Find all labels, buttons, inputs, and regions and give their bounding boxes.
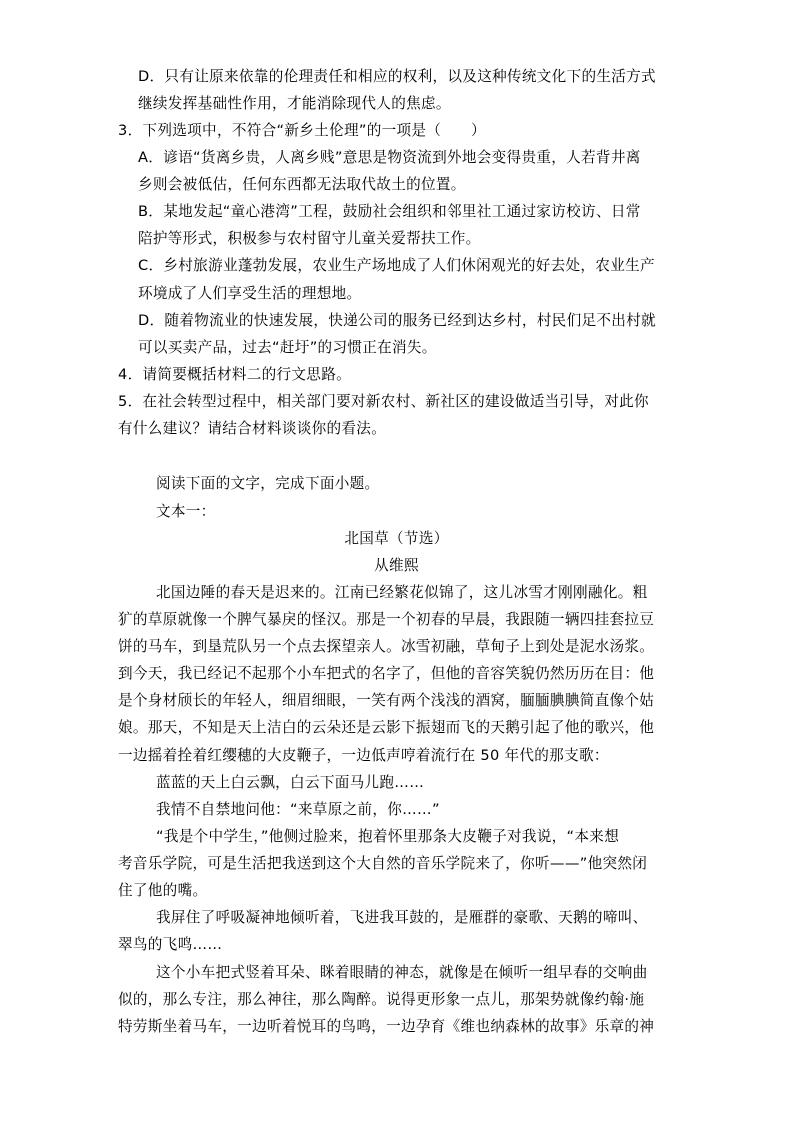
p3-line1: 我情不自禁地问他：“来草原之前，你……” [156,801,440,818]
q3-option-b-line1: B．某地发起“童心港湾”工程，鼓励社会组织和邻里社工通过家访校访、日常 [138,203,641,220]
q2-option-d-line2: 继续发挥基础性作用，才能消除现代人的焦虑。 [138,95,451,112]
p4-line1: “我是个中学生，”他侧过脸来，抱着怀里那条大皮鞭子对我说，“本来想 [156,828,620,845]
p1-line5: 是个身材颀长的年轻人，细眉细眼，一笑有两个浅浅的酒窝，腼腼腆腆简直像个姑 [118,692,655,709]
q3-option-a-line1: A．谚语“货离乡贵，人离乡贱”意思是物资流到外地会变得贵重，人若背井离 [138,149,641,166]
reading-text-label: 文本一： [156,503,216,520]
p1-line7: 一边摇着拴着红缨穗的大皮鞭子，一边低声哼着流行在 50 年代的那支歌： [118,747,609,764]
q5-line1: 5．在社会转型过程中，相关部门要对新农村、新社区的建设做适当引导，对此你 [118,393,649,410]
p4-line3: 住了他的嘴。 [118,882,208,899]
p1-line2: 犷的草原就像一个脾气暴戾的怪汉。那是一个初春的早晨，我跟随一辆四挂套拉豆 [118,611,655,628]
reading-title: 北国草（节选） [344,530,449,547]
q5-line2: 有什么建议？请结合材料谈谈你的看法。 [118,420,387,437]
p6-line2: 似的，那么专注，那么神往，那么陶醉。说得更形象一点儿，那架势就像约翰·施 [118,991,645,1008]
p2-line1: 蓝蓝的天上白云飘，白云下面马儿跑…… [156,774,425,791]
q3-stem: 3．下列选项中，不符合“新乡土伦理”的一项是（ ） [118,122,486,139]
p1-line4: 到今天，我已经记不起那个小车把式的名字了，但他的音容笑貌仍然历历在目：他 [118,665,655,682]
p5-line1: 我屏住了呼吸凝神地倾听着，飞进我耳鼓的，是雁群的豪歌、天鹅的啼叫、 [156,909,648,926]
p6-line1: 这个小车把式竖着耳朵、眯着眼睛的神态，就像是在倾听一组早春的交响曲 [156,964,648,981]
q3-option-d-line2: 可以买卖产品，过去“赶圩”的习惯正在消失。 [138,339,437,356]
p1-line6: 娘。那天，不知是天上洁白的云朵还是云影下振翅而飞的天鹅引起了他的歌兴，他 [118,719,655,736]
p4-line2: 考音乐学院，可是生活把我送到这个大自然的音乐学院来了，你听——”他突然闭 [118,855,648,872]
q4-stem: 4．请简要概括材料二的行文思路。 [118,366,351,383]
reading-instruction: 阅读下面的文字，完成下面小题。 [156,475,380,492]
q3-option-a-line2: 乡则会被低估，任何东西都无法取代故土的位置。 [138,176,466,193]
p6-line3: 特劳斯坐着马车，一边听着悦耳的鸟鸣，一边孕育《维也纳森林的故事》乐章的神 [118,1018,655,1035]
q3-option-b-line2: 陪护等形式，积极参与农村留守儿童关爱帮扶工作。 [138,230,481,247]
q3-option-c-line1: C．乡村旅游业蓬勃发展，农业生产场地成了人们休闲观光的好去处，农业生产 [138,257,655,274]
q3-option-c-line2: 环境成了人们享受生活的理想地。 [138,285,362,302]
p1-line1: 北国边陲的春天是迟来的。江南已经繁花似锦了，这儿冰雪才刚刚融化。粗 [156,584,648,601]
q2-option-d-line1: D．只有让原来依靠的伦理责任和相应的权利，以及这种传统文化下的生活方式 [138,68,656,85]
p1-line3: 饼的马车，到垦荒队另一个点去探望亲人。冰雪初融，草甸子上到处是泥水汤浆。 [118,638,655,655]
reading-author: 从维熙 [374,557,419,574]
q3-option-d-line1: D．随着物流业的快速发展，快递公司的服务已经到达乡村，村民们足不出村就 [138,312,656,329]
p5-line2: 翠鸟的飞鸣…… [118,936,223,953]
